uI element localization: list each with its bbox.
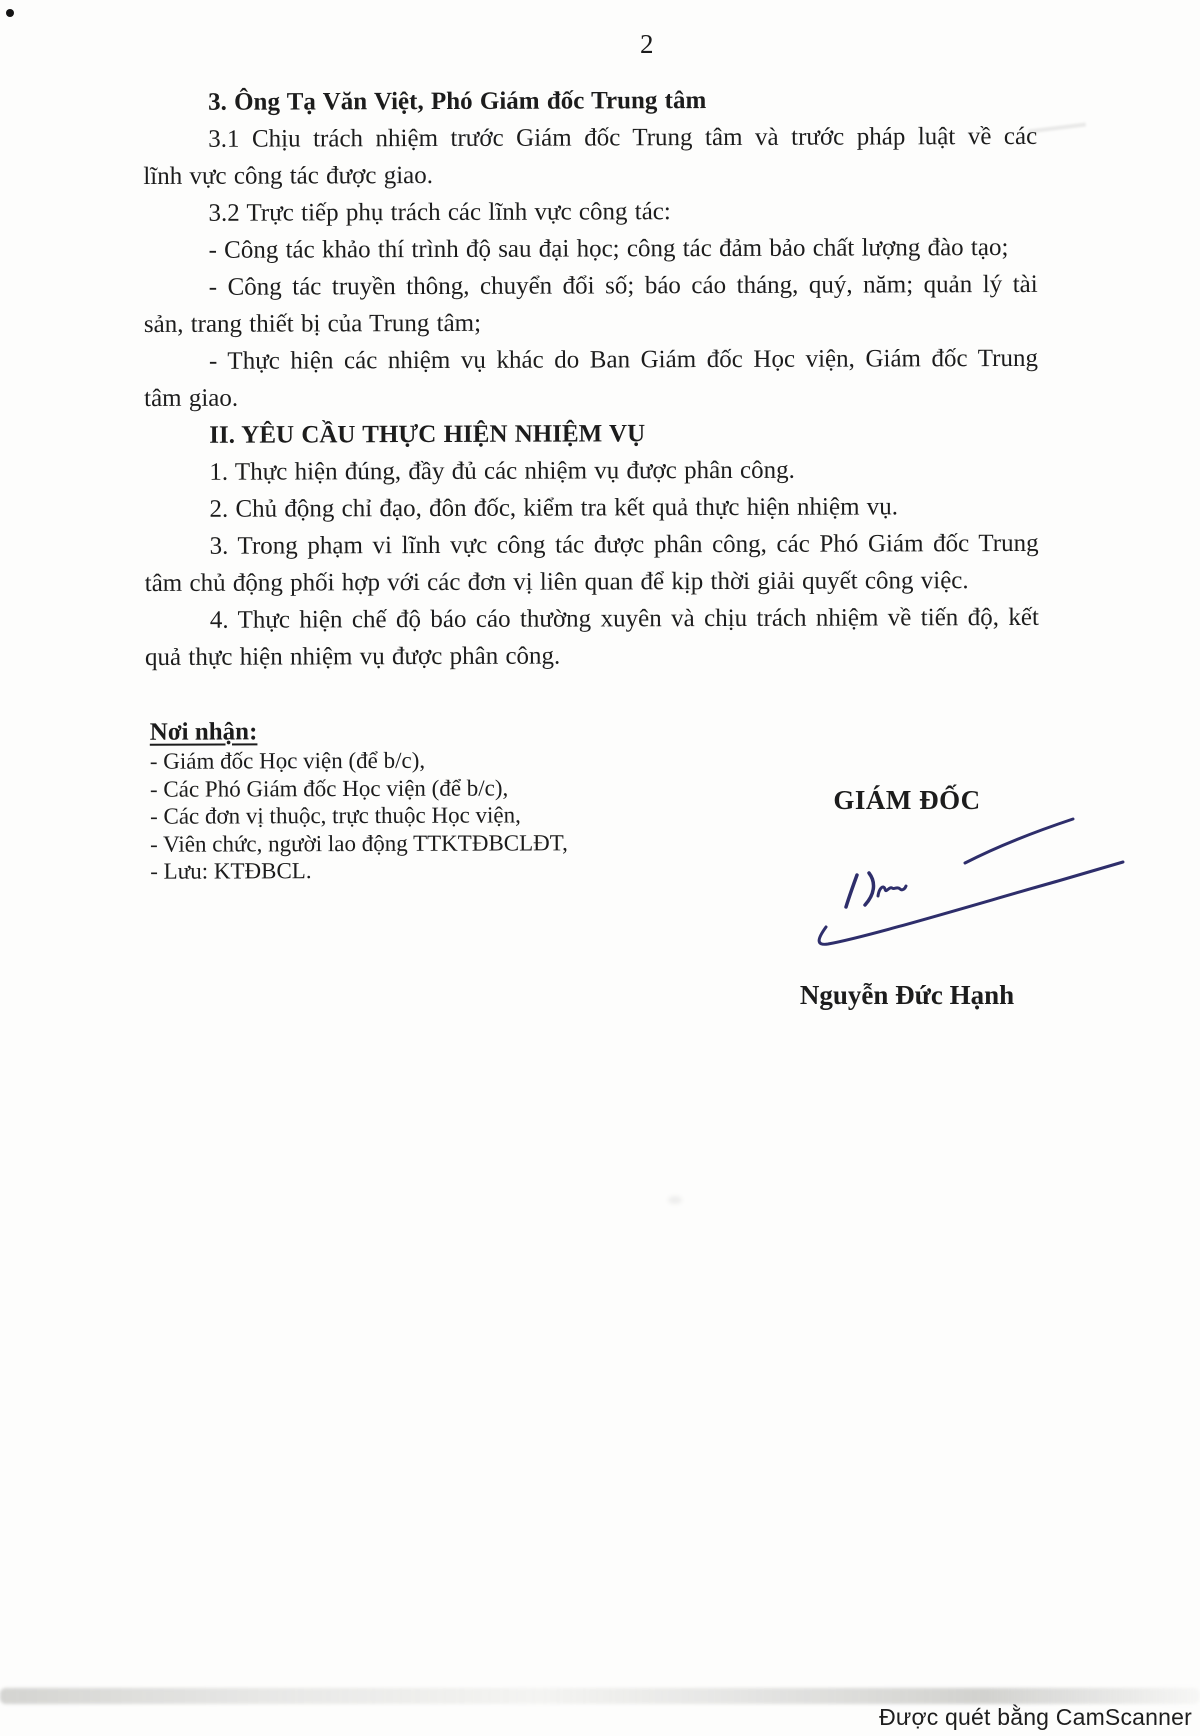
document-body [143,81,1039,676]
signature-stroke-upper [965,819,1073,863]
requirement-1: 1. Thực hiện đúng, đầy đủ các nhiệm vụ được phân công. [209,456,795,486]
recipient-item: - Các Phó Giám đốc Học viện (để b/c), [149,774,509,802]
requirement-4 [145,599,1039,676]
paragraph-line: quả thực hiện nhiệm vụ được phân công. [144,642,561,671]
paragraph-line: - Công tác truyền thông, chuyển đổi số; báo cáo tháng, quý, năm; quản lý tài [208,270,1038,301]
signature-name: Nguyễn Đức Hạnh [799,980,1015,1010]
recipient-item: - Giám đốc Học viện (để b/c), [149,747,426,774]
bullet-item-3 [144,340,1038,417]
signature-flourish-slash [846,875,857,907]
bullet-item-2 [144,266,1038,343]
paragraph-line: - Thực hiện các nhiệm vụ khác do Ban Giám đốc Học viện, Giám đốc Trung [208,344,1039,375]
paragraph-line: 4. Thực hiện chế độ báo cáo thường xuyên và chịu trách nhiệm về tiến độ, kết [209,603,1039,634]
scan-artifact-smudge [668,1196,682,1204]
recipient-item: - Lưu: KTĐBCL. [150,858,312,884]
signature-ink [810,808,1140,958]
signature-flourish-paren [865,873,874,905]
section-ii-heading: II. YÊU CẦU THỰC HIỆN NHIỆM VỤ [209,420,646,449]
paragraph-line: 3. Trong phạm vi lĩnh vực công tác được phân công, các Phó Giám đốc Trung [209,529,1039,560]
bullet-item-1: - Công tác khảo thí trình độ sau đại học; công tác đảm bảo chất lượng đào tạo; [208,233,1009,264]
scan-shadow-band [0,1688,1200,1704]
paragraph-line: sản, trang thiết bị của Trung tâm; [143,309,482,338]
paragraph-3-1 [143,118,1037,195]
paragraph-line: 3.1 Chịu trách nhiệm trước Giám đốc Trung tâm và trước pháp luật về các [208,122,1038,153]
scan-artifact-dot [6,9,14,17]
paragraph-line: tâm giao. [144,384,239,412]
signature-title: GIÁM ĐỐC [833,785,981,815]
requirement-2: 2. Chủ động chỉ đạo, đôn đốc, kiểm tra kết quả thực hiện nhiệm vụ. [209,493,899,523]
paragraph-line: lĩnh vực công tác được giao. [143,161,434,190]
section-3-heading: 3. Ông Tạ Văn Việt, Phó Giám đốc Trung tâm [208,87,707,116]
camscanner-watermark: Được quét bằng CamScanner [879,1704,1192,1730]
requirement-3 [145,525,1039,602]
recipients-label: Nơi nhận: [149,718,258,746]
recipient-item: - Các đơn vị thuộc, trực thuộc Học viện, [150,802,521,829]
page-number: 2 [640,29,654,59]
recipient-item: - Viên chức, người lao động TTKTĐBCLĐT, [150,829,568,857]
recipients-block [150,715,568,885]
paragraph-3-2: 3.2 Trực tiếp phụ trách các lĩnh vực công tác: [208,198,671,227]
paragraph-line: tâm chủ động phối hợp với các đơn vị liên quan để kịp thời giải quyết công việc. [144,567,969,597]
signature-flourish-m [878,886,906,896]
